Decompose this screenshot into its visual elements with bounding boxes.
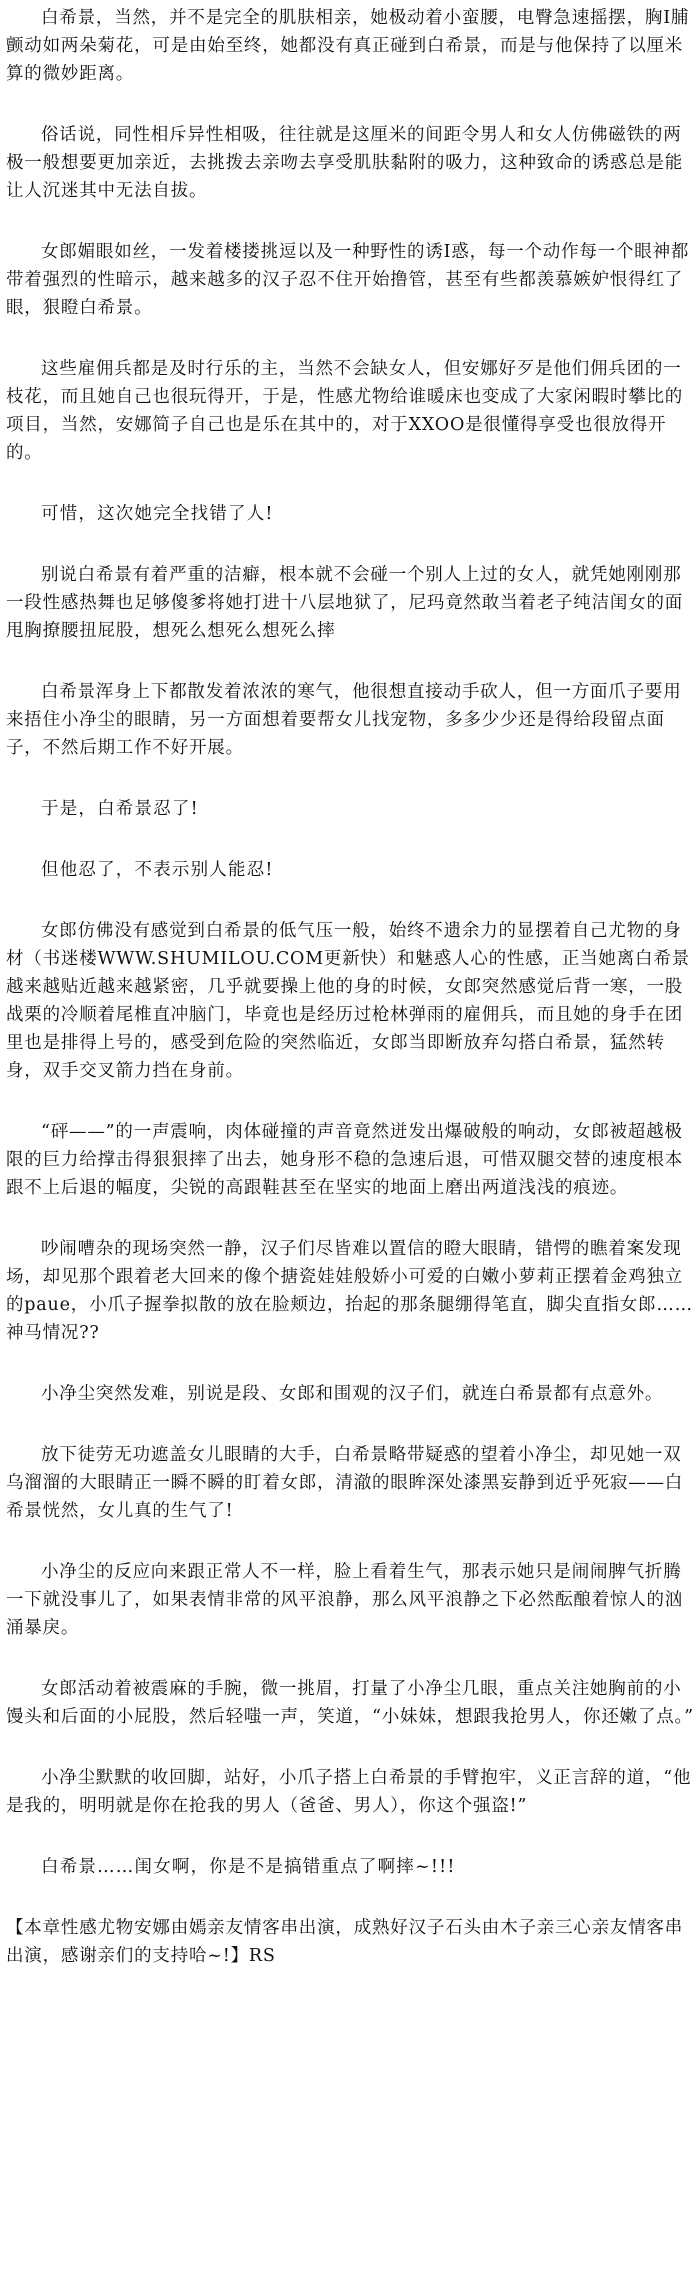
paragraph-10: 女郎仿佛没有感觉到白希景的低气压一般，始终不遗余力的显摆着自己尤物的身材（书迷楼WWW.SHUMILOU.COM更新快）和魅惑人心的性感，正当她离白希景越来越贴近越来越紧密，几乎就要操上他的身的时候，女郎突然感觉后背一寒，一股战栗的冷顺着尾椎直冲脑门，毕竟也是经历过枪林弹雨的雇佣兵，而且她的身手在团里也是排得上号的，感受到危险的突然临近，女郎当即断放弃勾搭白希景，猛然转身，双手交叉箭力挡在身前。 — [6, 921, 690, 1081]
author-note: 【本章性感尤物安娜由嫣亲友情客串出演，成熟好汉子石头由木子亲三心亲友情客串出演，感谢亲们的支持哈~!】RS — [6, 1918, 684, 1966]
paragraph-13: 小净尘突然发难，别说是段、女郎和围观的汉子们，就连白希景都有点意外。 — [41, 1384, 664, 1404]
paragraph-7: 白希景浑身上下都散发着浓浓的寒气，他很想直接动手砍人，但一方面爪子要用来捂住小净尘的眼睛，另一方面想着要帮女儿找宠物，多多少少还是得给段留点面子，不然后期工作不好开展。 — [6, 682, 682, 758]
paragraph-14: 放下徒劳无功遮盖女儿眼睛的大手，白希景略带疑惑的望着小净尘，却见她一双乌溜溜的大眼睛正一瞬不瞬的盯着女郎，清澈的眼眸深处漆黑妄静到近乎死寂——白希景恍然，女儿真的生气了! — [6, 1445, 684, 1521]
paragraph-11: “砰——”的一声震响，肉体碰撞的声音竟然迸发出爆破般的响动，女郎被超越极限的巨力给撑击得狠狠摔了出去，她身形不稳的急速后退，可惜双腿交替的速度根本跟不上后退的幅度，尖锐的高跟鞋甚至在坚实的地面上磨出两道浅浅的痕迹。 — [6, 1122, 684, 1198]
paragraph-16: 女郎活动着被震麻的手腕，微一挑眉，打量了小净尘几眼，重点关注她胸前的小馒头和后面的小屁股，然后轻嗤一声，笑道，“小妹妹，想跟我抢男人，你还嫩了点。” — [6, 1679, 694, 1727]
paragraph-1: 白希景，当然，并不是完全的肌肤相亲，她极动着小蛮腰，电臀急速摇摆，胸I脯颤动如两朵菊花，可是由始至终，她都没有真正碰到白希景，而是与他保持了以厘米算的微妙距离。 — [6, 8, 690, 84]
paragraph-18: 白希景……闺女啊，你是不是搞错重点了啊摔~!!! — [41, 1857, 456, 1877]
paragraph-3: 女郎媚眼如丝，一发着楼搂挑逗以及一种野性的诱I惑，每一个动作每一个眼神都带着强烈的性暗示，越来越多的汉子忍不住开始撸管，甚至有些都羡慕嫉妒恨得红了眼，狠瞪白希景。 — [6, 242, 690, 318]
paragraph-17: 小净尘默默的收回脚，站好，小爪子搭上白希景的手臂抱牢，义正言辞的道，“他是我的，明明就是你在抢我的男人（爸爸、男人），你这个强盗!” — [6, 1768, 692, 1816]
paragraph-4: 这些雇佣兵都是及时行乐的主，当然不会缺女人，但安娜好歹是他们佣兵团的一枝花，而且她自己也很玩得开，于是，性感尤物给谁暖床也变成了大家闲暇时攀比的项目，当然，安娜简子自己也是乐在其中的，对于XXOO是很懂得享受也很放得开的。 — [6, 359, 684, 463]
paragraph-2: 俗话说，同性相斥异性相吸，往往就是这厘米的间距令男人和女人仿佛磁铁的两极一般想要更加亲近，去挑拨去亲吻去享受肌肤黏附的吸力，这种致命的诱惑总是能让人沉迷其中无法自拔。 — [6, 125, 684, 201]
paragraph-15: 小净尘的反应向来跟正常人不一样，脸上看着生气，那表示她只是闹闹脾气折腾一下就没事儿了，如果表情非常的风平浪静，那么风平浪静之下必然酝酿着惊人的汹涌暴戾。 — [6, 1562, 684, 1638]
paragraph-8: 于是，白希景忍了! — [41, 799, 199, 819]
paragraph-9: 但他忍了，不表示别人能忍! — [41, 860, 274, 880]
paragraph-12: 吵闹嘈杂的现场突然一静，汉子们尽皆难以置信的瞪大眼睛，错愕的瞧着案发现场，却见那个跟着老大回来的像个搪瓷娃娃般娇小可爱的白嫩小萝莉正摆着金鸡独立的paue，小爪子握拳拟散的放在脸颊边，抬起的那条腿绷得笔直，脚尖直指女郎……神马情况?? — [6, 1239, 693, 1343]
paragraph-5: 可惜，这次她完全找错了人! — [41, 504, 274, 524]
paragraph-6: 别说白希景有着严重的洁癖，根本就不会碰一个别人上过的女人，就凭她刚刚那一段性感热舞也足够傻爹将她打进十八层地狱了，尼玛竟然敢当着老子纯洁闺女的面甩胸撩腰扭屁股，想死么想死么想死么摔 — [6, 565, 684, 641]
